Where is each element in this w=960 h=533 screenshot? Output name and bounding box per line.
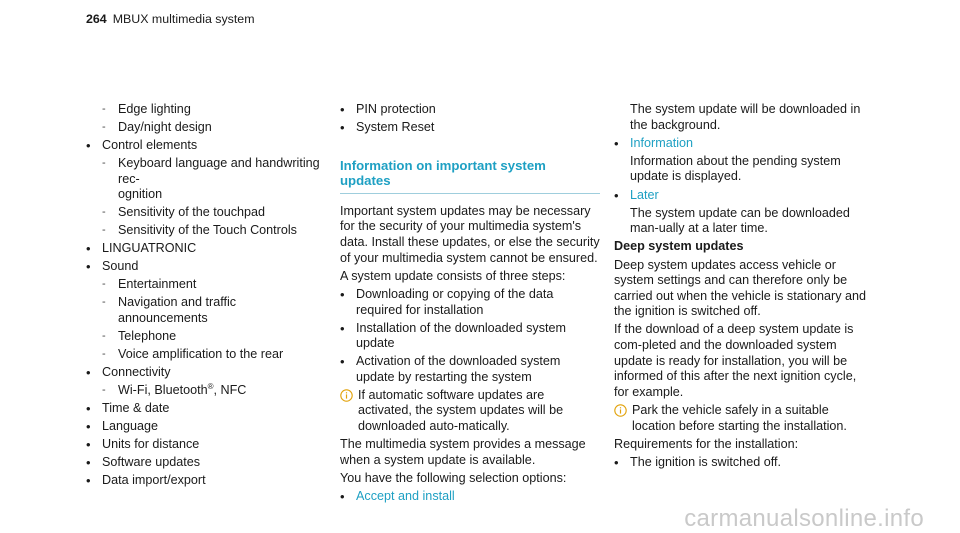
accept-description: The system update will be downloaded in the background. bbox=[630, 102, 861, 132]
list-item-text: Sensitivity of the Touch Controls bbox=[118, 223, 297, 238]
option-information bbox=[614, 136, 874, 152]
deep-updates-paragraph-1: Deep system updates access vehicle or system settings and can therefore only be carried out when the vehicle is stationary and the ignition is switched off. bbox=[614, 257, 867, 319]
info-icon bbox=[614, 404, 627, 417]
list-item bbox=[86, 419, 326, 435]
bullet-icon bbox=[86, 473, 100, 490]
dash-icon bbox=[102, 205, 116, 221]
sub-list-item bbox=[86, 295, 326, 326]
sub-list-item bbox=[86, 205, 326, 221]
page-header bbox=[86, 12, 255, 28]
options-intro: You have the following selection options: bbox=[340, 470, 567, 485]
later-description: The system update can be downloaded man-ually at a later time. bbox=[630, 205, 850, 236]
list-item-text: Units for distance bbox=[102, 436, 200, 451]
list-item-text: Sound bbox=[102, 259, 139, 274]
sub-list-item bbox=[86, 102, 326, 118]
list-item-text: Telephone bbox=[118, 328, 177, 343]
page-header-title: MBUX multimedia system bbox=[112, 12, 255, 26]
list-item-suffix: , NFC bbox=[213, 382, 247, 397]
list-item: • PIN protection bbox=[340, 102, 600, 118]
list-item-text: Voice amplification to the rear bbox=[118, 346, 284, 361]
list-item-text: Sensitivity of the touchpad bbox=[118, 205, 266, 220]
bullet-icon bbox=[86, 419, 100, 436]
list-item-text: Navigation and traffic announcements bbox=[118, 295, 237, 325]
list-item: • Installation of the downloaded system update bbox=[340, 321, 600, 352]
registered-mark: ® bbox=[207, 381, 214, 391]
dash-icon bbox=[102, 156, 116, 172]
dash-icon bbox=[102, 120, 116, 136]
list-item-text: LINGUATRONIC bbox=[102, 241, 197, 256]
bullet-icon bbox=[614, 136, 628, 153]
list-item-text: Software updates bbox=[102, 454, 201, 469]
sub-list-item bbox=[86, 120, 326, 136]
list-item bbox=[86, 437, 326, 453]
list-item-text: Control elements bbox=[102, 137, 198, 152]
bullet-icon bbox=[340, 489, 354, 506]
steps-intro: A system update consists of three steps: bbox=[340, 268, 566, 283]
bullet-icon bbox=[340, 354, 354, 371]
bullet-icon bbox=[86, 455, 100, 472]
intro-paragraph: Important system updates may be necessary for the security of your multimedia system's data. Install these updates, or else the security of your multimedia system cannot be ensured. bbox=[340, 203, 600, 265]
list-item-text: Keyboard language and handwriting rec- ognition bbox=[118, 155, 320, 202]
bullet-icon bbox=[86, 259, 100, 276]
list-item-text: Language bbox=[102, 418, 159, 433]
sub-list-item bbox=[86, 156, 326, 203]
list-item bbox=[86, 241, 326, 257]
column-1 bbox=[86, 102, 326, 490]
list-item-text: Data import/export bbox=[102, 472, 206, 487]
list-item: • System Reset bbox=[340, 120, 600, 136]
dash-icon bbox=[102, 295, 116, 311]
section-title: Information on important system updates bbox=[340, 158, 600, 194]
list-item-text: Day/night design bbox=[118, 119, 212, 134]
info-note: If automatic software updates are activated, the system updates will be downloaded auto-matically. bbox=[340, 388, 600, 435]
page-number: 264 bbox=[86, 12, 107, 26]
message-paragraph: The multimedia system provides a message when a system update is available. bbox=[340, 437, 586, 467]
sub-list-item bbox=[86, 329, 326, 345]
column-3 bbox=[614, 102, 874, 473]
deep-updates-paragraph-2: If the download of a deep system update is com-pleted and the downloaded system update is ready for installation, you will be informed of this after the next ignition cycle, for example. bbox=[614, 322, 857, 399]
bullet-icon bbox=[86, 138, 100, 155]
list-item bbox=[86, 401, 326, 417]
list-item-text: Entertainment bbox=[118, 277, 197, 292]
bullet-icon bbox=[340, 120, 354, 137]
option-later bbox=[614, 188, 874, 204]
bullet-icon bbox=[86, 241, 100, 258]
requirements-intro: Requirements for the installation: bbox=[614, 436, 799, 451]
information-description: Information about the pending system update is displayed. bbox=[630, 153, 841, 184]
list-item-text: Time & date bbox=[102, 400, 170, 415]
sub-list-item bbox=[86, 347, 326, 363]
list-item bbox=[86, 259, 326, 275]
deep-updates-title: Deep system updates bbox=[614, 239, 744, 254]
list-item: • The ignition is switched off. bbox=[614, 455, 874, 471]
bullet-icon bbox=[86, 365, 100, 382]
dash-icon bbox=[102, 223, 116, 239]
list-item bbox=[86, 473, 326, 489]
watermark: carmanualsonline.info bbox=[684, 505, 924, 533]
info-note: Park the vehicle safely in a suitable location before starting the installation. bbox=[614, 403, 874, 434]
list-item: • Downloading or copying of the data required for installation bbox=[340, 287, 600, 318]
bullet-icon bbox=[614, 455, 628, 472]
bullet-icon bbox=[86, 437, 100, 454]
list-item bbox=[86, 455, 326, 471]
sub-list-item bbox=[86, 223, 326, 239]
list-item: • Activation of the downloaded system update by restarting the system bbox=[340, 354, 600, 385]
bullet-icon bbox=[340, 287, 354, 304]
dash-icon bbox=[102, 102, 116, 118]
list-item-text: Edge lighting bbox=[118, 102, 191, 116]
bullet-icon bbox=[86, 401, 100, 418]
sub-list-item bbox=[86, 277, 326, 293]
bullet-icon bbox=[340, 321, 354, 338]
bullet-icon bbox=[614, 188, 628, 205]
list-item bbox=[86, 365, 326, 381]
bullet-icon bbox=[340, 102, 354, 119]
list-item-text: Connectivity bbox=[102, 364, 171, 379]
dash-icon bbox=[102, 329, 116, 345]
dash-icon bbox=[102, 347, 116, 363]
option-accept-and-install bbox=[340, 489, 600, 505]
dash-icon bbox=[102, 277, 116, 293]
later-link[interactable]: Later bbox=[630, 187, 659, 202]
list-item bbox=[86, 138, 326, 154]
list-item-text: Wi-Fi, Bluetooth bbox=[118, 382, 208, 397]
info-icon bbox=[340, 389, 353, 402]
information-link[interactable]: Information bbox=[630, 135, 693, 150]
accept-and-install-link[interactable]: Accept and install bbox=[356, 489, 455, 503]
column-2 bbox=[340, 102, 600, 507]
dash-icon bbox=[102, 383, 116, 399]
sub-list-item bbox=[86, 383, 326, 399]
